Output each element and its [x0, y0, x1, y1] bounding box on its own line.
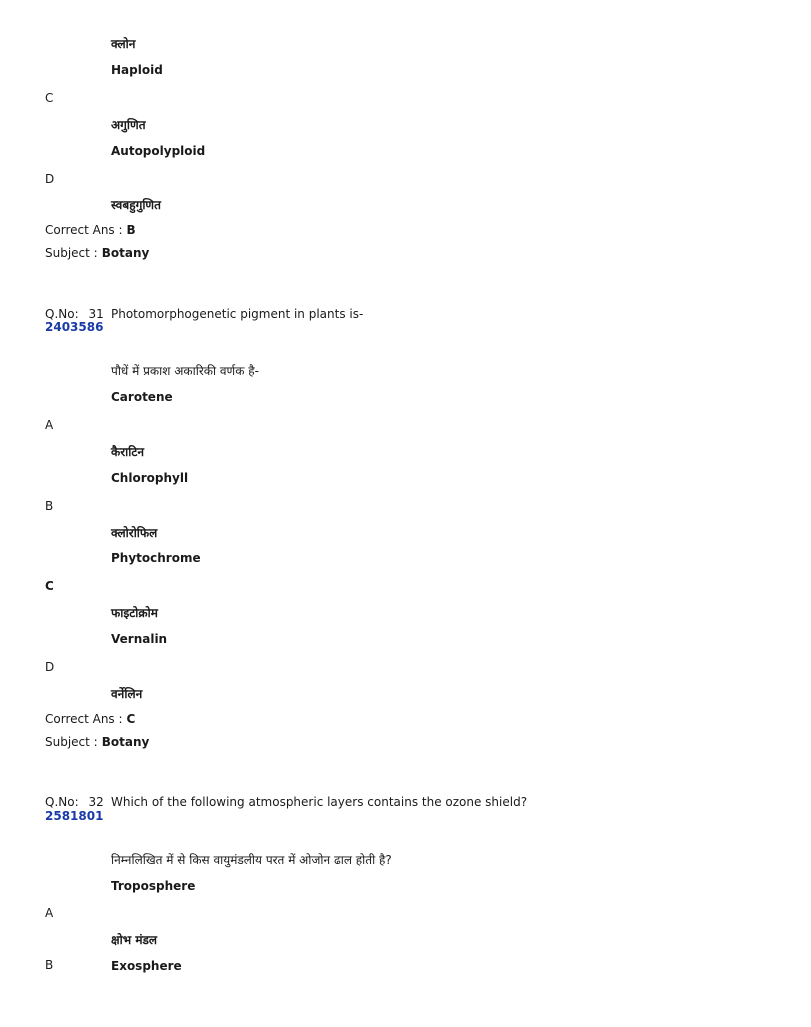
option-hindi-text: कैराटिन	[111, 445, 145, 459]
option-english-text: Troposphere	[111, 879, 196, 893]
option-letter: B	[45, 958, 54, 972]
option-hindi-text: क्लोन	[111, 37, 136, 51]
question-text-hindi: पौधें में प्रकाश अकारिकी वर्णक है-	[111, 364, 259, 378]
correct-answer-label: Correct Ans :	[45, 712, 123, 726]
option-letter: C	[45, 579, 54, 593]
option-hindi-text: अगुणित	[111, 118, 146, 132]
correct-answer-value: B	[126, 223, 136, 237]
option-hindi-text: वर्नेलिन	[111, 687, 143, 701]
correct-answer-line	[45, 712, 135, 726]
correct-answer-line	[45, 223, 136, 237]
question-number-value: 32	[88, 795, 104, 809]
option-letter: B	[45, 499, 54, 513]
question-text-hindi: निम्नलिखित में से किस वायुमंडलीय परत में ओजोन ढाल होती है?	[111, 853, 392, 867]
option-letter: A	[45, 418, 54, 432]
subject-value: Botany	[101, 246, 150, 260]
subject-label: Subject :	[45, 735, 98, 749]
question-number	[45, 795, 104, 809]
option-english-text: Chlorophyll	[111, 471, 189, 485]
question-number-label: Q.No:	[45, 795, 79, 809]
correct-answer-value: C	[126, 712, 136, 726]
question-number	[45, 307, 104, 321]
question-text-english: Which of the following atmospheric layers contains the ozone shield?	[111, 795, 528, 809]
option-letter: A	[45, 906, 54, 920]
question-text-english: Photomorphogenetic pigment in plants is-	[111, 307, 364, 321]
option-hindi-text: स्वबहुगुणित	[111, 198, 161, 212]
option-english-text: Carotene	[111, 390, 173, 404]
option-english-text: Vernalin	[111, 632, 168, 646]
option-english-text: Exosphere	[111, 959, 182, 973]
question-id: 2403586	[45, 320, 104, 334]
question-number-label: Q.No:	[45, 307, 79, 321]
option-english-text: Phytochrome	[111, 551, 201, 565]
subject-line	[45, 246, 149, 260]
option-hindi-text: फाइटोक्रोम	[111, 606, 158, 620]
correct-answer-label: Correct Ans :	[45, 223, 123, 237]
option-hindi-text: क्लोरोफिल	[111, 526, 158, 540]
question-number-value: 31	[88, 307, 104, 321]
option-english-text: Haploid	[111, 63, 163, 77]
option-hindi-text: क्षोभ मंडल	[111, 933, 158, 947]
question-id: 2581801	[45, 809, 104, 823]
option-letter: D	[45, 172, 55, 186]
subject-line	[45, 735, 149, 749]
option-letter: D	[45, 660, 55, 674]
option-english-text: Autopolyploid	[111, 144, 206, 158]
subject-value: Botany	[101, 735, 150, 749]
subject-label: Subject :	[45, 246, 98, 260]
option-letter: C	[45, 91, 54, 105]
